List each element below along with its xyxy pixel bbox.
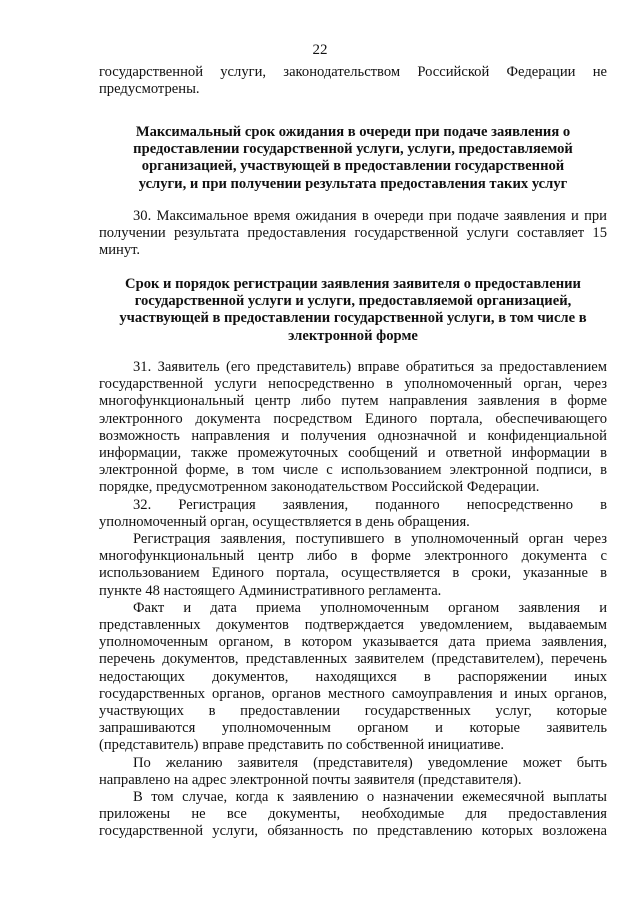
text-line: электронного документа посредством Единого портала, обеспечивающего (99, 410, 607, 427)
text-line: представленных документов подтверждается уведомлением, выдаваемым (99, 617, 607, 634)
text-line: 32. Регистрация заявления, поданного непосредственно в (133, 496, 607, 513)
text-line: 30. Максимальное время ожидания в очереди при подаче заявления и при (133, 208, 607, 224)
section-heading-queue-time (99, 124, 607, 193)
text-line: многофункциональный центр либо в форме электронного документа с (99, 548, 607, 565)
heading-line: Максимальный срок ожидания в очереди при подаче заявления о (135, 124, 571, 140)
text-line: порядке, предусмотренном законодательством Российской Федерации. (99, 479, 540, 496)
heading-line: организацией, участвующей в предоставлении государственной (141, 158, 565, 175)
section-heading-registration (99, 276, 607, 345)
text-line: приложены не все документы, необходимые для предоставления (99, 806, 607, 823)
text-line: (представитель) вправе представить по собственной инициативе. (99, 737, 505, 754)
text-line: информации, также промежуточных сообщений и ответной информации в (99, 445, 607, 462)
text-line: возможность направления и получения однозначной и конфиденциальной (99, 427, 607, 444)
text-line: Факт и дата приема уполномоченным органом заявления и (133, 599, 607, 616)
text-line: уполномоченный орган, осуществляется в день обращения. (99, 513, 470, 530)
text-line: По желанию заявителя (представителя) уведомление может быть (133, 754, 607, 771)
text-line: многофункциональный центр либо путем направления заявления в форме (99, 393, 607, 410)
heading-line: Срок и порядок регистрации заявления заявителя о предоставлении (125, 276, 581, 292)
text-line: электронной форме, в том числе с использованием электронной подписи, в (99, 462, 607, 479)
text-line: пункте 48 настоящего Административного регламента. (99, 582, 442, 599)
body-text (99, 359, 607, 841)
text-line: государственной услуги, законодательством Российской Федерации не (99, 64, 607, 80)
text-line: В том случае, когда к заявлению о назначении ежемесячной выплаты (133, 789, 607, 806)
text-line: государственных органов, органов местного самоуправления и иных органов, (99, 685, 607, 702)
heading-line: участвующей в предоставлении государственной услуги, в том числе в (119, 310, 587, 327)
heading-line: электронной форме (288, 327, 418, 344)
text-line: государственной услуги, обязанность по представлению которых возложена (99, 823, 607, 840)
text-line: получении результата предоставления государственной услуги составляет 15 (99, 225, 607, 242)
text-line: Регистрация заявления, поступившего в уполномоченный орган через (133, 531, 607, 548)
intro-paragraph (99, 64, 607, 98)
text-line: перечень документов, представленных заявителем (представителем), перечень (99, 651, 607, 668)
text-line: уполномоченным органом, в котором указывается дата приема заявления, (99, 634, 607, 651)
text-line: запрашиваются уполномоченным органом и которые заявитель (99, 720, 607, 737)
text-line: 31. Заявитель (его представитель) вправе обратиться за предоставлением (133, 359, 607, 375)
text-line: направлено на адрес электронной почты заявителя (представителя). (99, 771, 522, 788)
heading-line: услуги, и при получении результата предоставления таких услуг (138, 175, 568, 192)
page-number: 22 (312, 42, 328, 58)
text-line: использованием Единого портала, осуществляется в сроки, указанные в (99, 565, 607, 582)
text-line: предусмотрены. (99, 81, 200, 98)
heading-line: государственной услуги и услуги, предоставляемой организацией, (134, 293, 572, 310)
paragraph-30 (99, 208, 607, 260)
heading-line: предоставлении государственной услуги, услуги, предоставляемой (133, 141, 573, 158)
text-line: минут. (99, 242, 141, 259)
text-line: участвующих в предоставлении государственных услуг, которые (99, 703, 607, 720)
text-line: недостающих документов, находящихся в распоряжении иных (99, 668, 607, 685)
text-line: государственной услуги непосредственно в уполномоченный орган, через (99, 376, 607, 393)
